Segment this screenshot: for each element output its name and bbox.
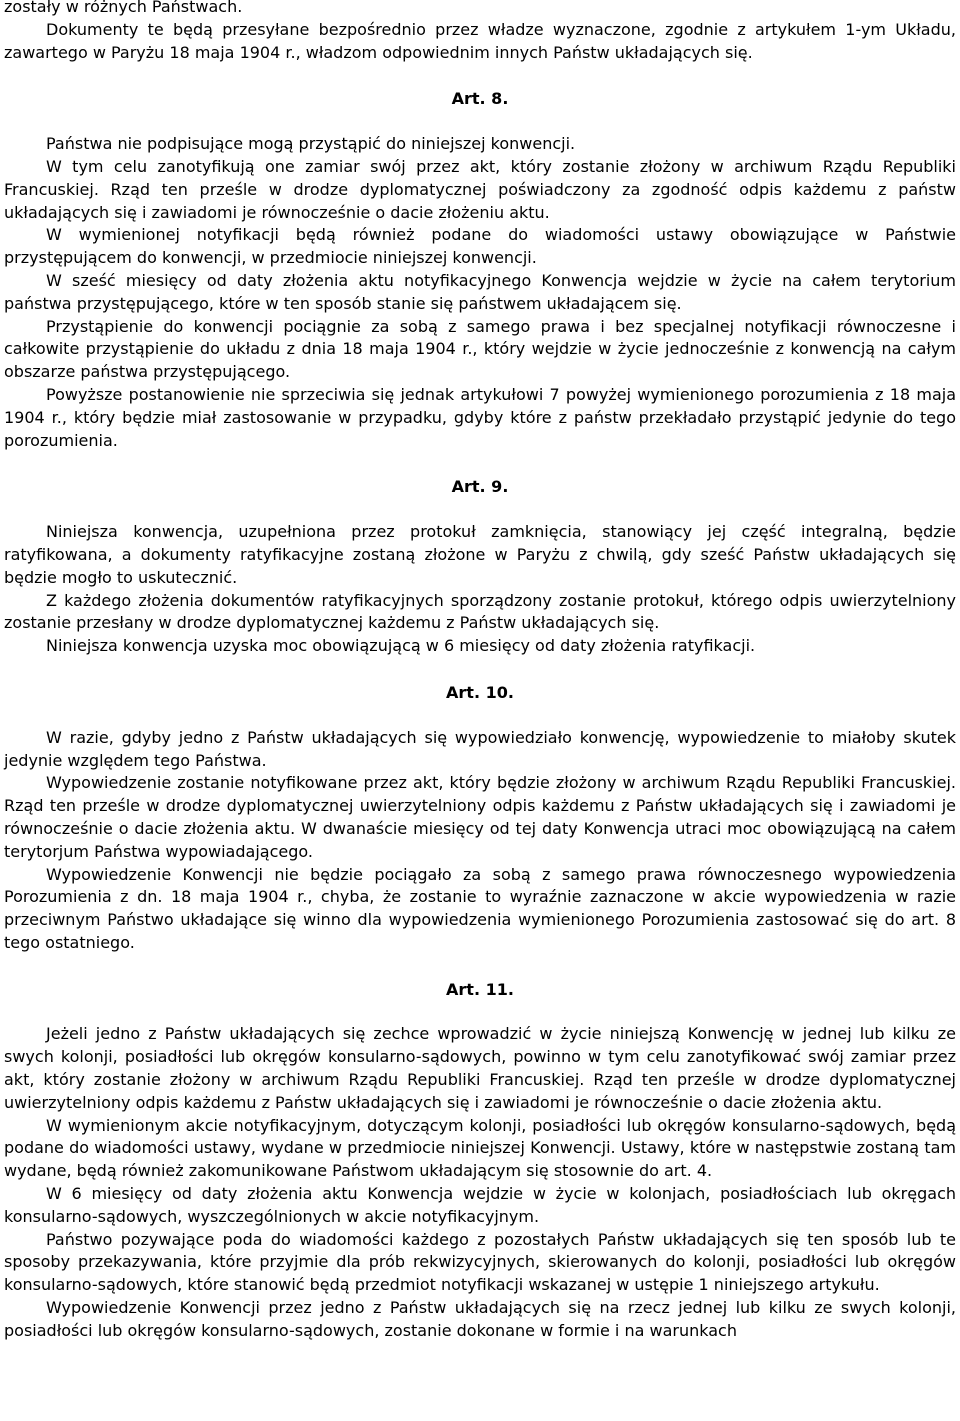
article-heading-8: Art. 8. (451, 89, 509, 109)
art10-paragraph-2: Wypowiedzenie zostanie notyfikowane przez akt, który będzie złożony w archiwum Rządu Republiki Francuskiej. Rząd ten prześle w drodze dyplomatycznej uwierzytelniony odpis każdemu z Państw układających się i zawiadomi je równocześnie o dacie złożenia aktu. W dwanaście miesięcy od tej daty Konwencja utraci moc obowiązującą na całem terytorjum Państwa wypowiadającego. (4, 773, 956, 861)
article-heading-9: Art. 9. (451, 477, 509, 497)
art9-paragraph-1: Niniejsza konwencja, uzupełniona przez protokuł zamknięcia, stanowiący jej część integralną, będzie ratyfikowana, a dokumenty ratyfikacyjne zostaną złożone w Paryżu z chwilą, gdy sześć Państw układających się będzie mogło to uskutecznić. (4, 522, 956, 587)
art11-paragraph-5: Wypowiedzenie Konwencji przez jedno z Państw układających się na rzecz jednej lub kilku ze swych kolonji, posiadłości lub okręgów konsularno-sądowych, zostanie dokonane w formie i na warunkach (4, 1298, 956, 1340)
art8-paragraph-4: W sześć miesięcy od daty złożenia aktu notyfikacyjnego Konwencja wejdzie w życie na całem terytorium państwa przystępującego, które w ten sposób stanie się państwem układającem się. (4, 270, 956, 313)
art11-paragraph-2: W wymienionym akcie notyfikacyjnym, dotyczącym kolonji, posiadłości lub okręgów konsularno-sądowych, będą podane do wiadomości ustawy, wydane w przedmiocie niniejszej Konwencji. Ustawy, które w następstwie zostaną tam wydane, będą również zakomunikowane Państwom układającym się stosownie do art. 4. (4, 1115, 956, 1181)
art9-paragraph-3: Niniejsza konwencja uzyska moc obowiązującą w 6 miesięcy od daty złożenia ratyfikacji. (46, 636, 756, 656)
paragraph-opening-continuation: zostały w różnych Państwach. (4, 0, 243, 16)
art8-paragraph-6: Powyższe postanowienie nie sprzeciwia się jednak artykułowi 7 powyżej wymienionego porozumienia z 18 maja 1904 r., który będzie miał zastosowanie w przypadku, gdyby które z państw przekładało przystąpić jedynie do tego porozumienia. (4, 384, 956, 450)
art8-paragraph-3: W wymienionej notyfikacji będą również podane do wiadomości ustawy obowiązujące w Państwie przystępującem do konwencji, w przedmiocie niniejszej konwencji. (4, 225, 956, 268)
art8-paragraph-2: W tym celu zanotyfikują one zamiar swój przez akt, który zostanie złożony w archiwum Rządu Republiki Francuskiej. Rząd ten prześle w drodze dyplomatycznej poświadczony za zgodność odpis każdemu z państw układających się i zawiadomi je równocześnie o dacie złożeniu aktu. (4, 156, 956, 222)
art10-paragraph-1: W razie, gdyby jedno z Państw układających się wypowiedziało konwencję, wypowiedzenie to miałoby skutek jedynie względem tego Państwa. (4, 727, 956, 770)
paragraph-opening-documents: Dokumenty te będą przesyłane bezpośrednio przez władze wyznaczone, zgodnie z artykułem 1-ym Układu, zawartego w Paryżu 18 maja 1904 r., władzom odpowiednim innych Państw układających się. (4, 19, 956, 62)
art9-paragraph-2: Z każdego złożenia dokumentów ratyfikacyjnych sporządzony zostanie protokuł, którego odpis uwierzytelniony zostanie przesłany w drodze dyplomatycznej każdemu z Państw układających się. (4, 590, 956, 633)
document-page (4, 0, 956, 1343)
art11-paragraph-3: W 6 miesięcy od daty złożenia aktu Konwencja wejdzie w życie w kolonjach, posiadłościach lub okręgach konsularno-sądowych, wyszczególnionych w akcie notyfikacyjnym. (4, 1184, 956, 1226)
art11-paragraph-1: Jeżeli jedno z Państw układających się zechce wprowadzić w życie niniejszą Konwencję w jednej lub kilku ze swych kolonji, posiadłości lub okręgów konsularno-sądowych, powinno w tym celu zanotyfikować swój zamiar przez akt, który zostanie złożony w archiwum Rządu Republiki Francuskiej. Rząd ten prześle w drodze dyplomatycznej uwierzytelniony odpis każdemu z Państw układających się i zawiadomi je równocześnie o dacie złożenia aktu. (4, 1024, 956, 1112)
art8-paragraph-1: Państwa nie podpisujące mogą przystąpić do niniejszej konwencji. (46, 134, 576, 154)
art10-paragraph-3: Wypowiedzenie Konwencji nie będzie pociągało za sobą z samego prawa równoczesnego wypowiedzenia Porozumienia z dn. 18 maja 1904 r., chyba, że zostanie to wyraźnie zaznaczone w akcie wypowiedzenia w razie przeciwnym Państwo układające się winno dla wypowiedzenia wymienionego Porozumienia zastosować się do art. 8 tego ostatniego. (4, 864, 956, 952)
art11-paragraph-4: Państwo pozywające poda do wiadomości każdego z pozostałych Państw układających się ten sposób lub te sposoby przekazywania, które przyjmie dla prób rekwizycyjnych, skierowanych do kolonji, posiadłości lub okręgów konsularno-sądowych, które stanowić będą przedmiot notyfikacji wskazanej w ustępie 1 niniejszego artykułu. (4, 1229, 956, 1295)
article-heading-10: Art. 10. (446, 682, 514, 702)
art8-paragraph-5: Przystąpienie do konwencji pociągnie za sobą z samego prawa i bez specjalnej notyfikacji równoczesne i całkowite przystąpienie do układu z dnia 18 maja 1904 r., który wejdzie w życie jednocześnie z konwencją na całym obszarze państwa przystępującego. (4, 316, 956, 382)
article-heading-11: Art. 11. (446, 979, 514, 999)
